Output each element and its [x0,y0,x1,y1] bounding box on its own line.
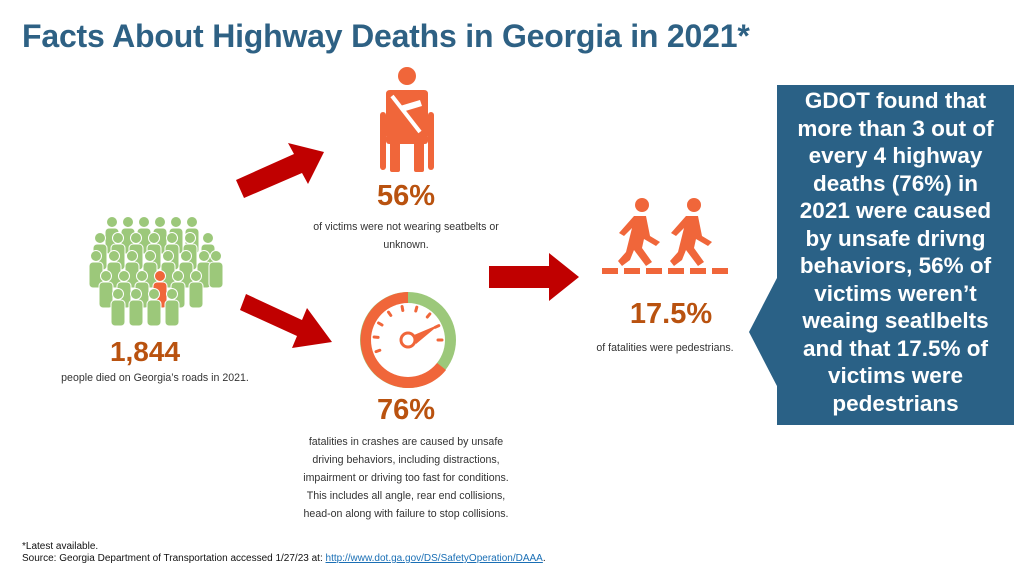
unsafe-driving-description-line: fatalities in crashes are caused by unsafe [308,436,504,448]
unsafe-driving-percent: 76% [376,394,436,426]
source-suffix: . [542,553,546,564]
unsafe-driving-description [280,433,532,523]
callout-line: victims weren’t [814,280,977,306]
seatbelt-person-icon [376,66,436,176]
seatbelt-description-line: of victims were not wearing seatbelts or [313,221,499,233]
callout-line: by unsafe drivng [805,225,986,251]
footnote-source [22,553,546,565]
source-text: Source: Georgia Department of Transportation accessed 1/27/23 at: [22,553,326,564]
arrow-icon [232,140,328,202]
callout-line: weaing seatlbelts [802,308,989,333]
callout-line: and that 17.5% of [802,335,989,361]
unsafe-driving-description-line: driving behaviors, including distractions, [312,454,500,466]
unsafe-driving-description-line: impairment or driving too fast for conditions. [303,472,509,484]
arrow-icon [240,288,336,352]
arrow-icon [487,251,583,303]
callout-line: more than 3 out of [797,115,994,141]
seatbelt-description [296,218,516,254]
footnote-note: *Latest available. [22,541,99,552]
seatbelt-percent: 56% [376,180,436,212]
callout-line: GDOT found that [804,88,987,113]
crowd-icon [88,214,224,328]
unsafe-driving-description-line: This includes all angle, rear end collisions, [306,490,506,502]
callout-text [777,87,1014,417]
deaths-description: people died on Georgia’s roads in 2021. [61,372,249,384]
callout-line: pedestrians [832,390,959,416]
callout-line: deaths (76%) in [812,170,979,196]
callout-line: every 4 highway [808,143,983,168]
page-title: Facts About Highway Deaths in Georgia in 2021* [22,18,750,54]
pedestrians-description: of fatalities were pedestrians. [596,342,734,354]
pedestrians-percent: 17.5% [629,298,713,330]
deaths-number: 1,844 [109,336,181,367]
footnote [22,541,546,565]
seatbelt-description-line: unknown. [383,239,429,251]
callout-line: 2021 were caused [799,198,992,223]
source-link[interactable]: http://www.dot.ga.gov/DS/SafetyOperation/DAAA [325,553,543,564]
unsafe-driving-description-line: head-on along with failure to stop collisions. [303,508,509,520]
speedometer-icon [358,290,458,390]
pedestrian-crossing-icon [600,196,732,276]
callout-line: behaviors, 56% of [799,253,992,278]
callout-line: victims were [827,363,964,388]
callout-pointer [749,276,778,388]
